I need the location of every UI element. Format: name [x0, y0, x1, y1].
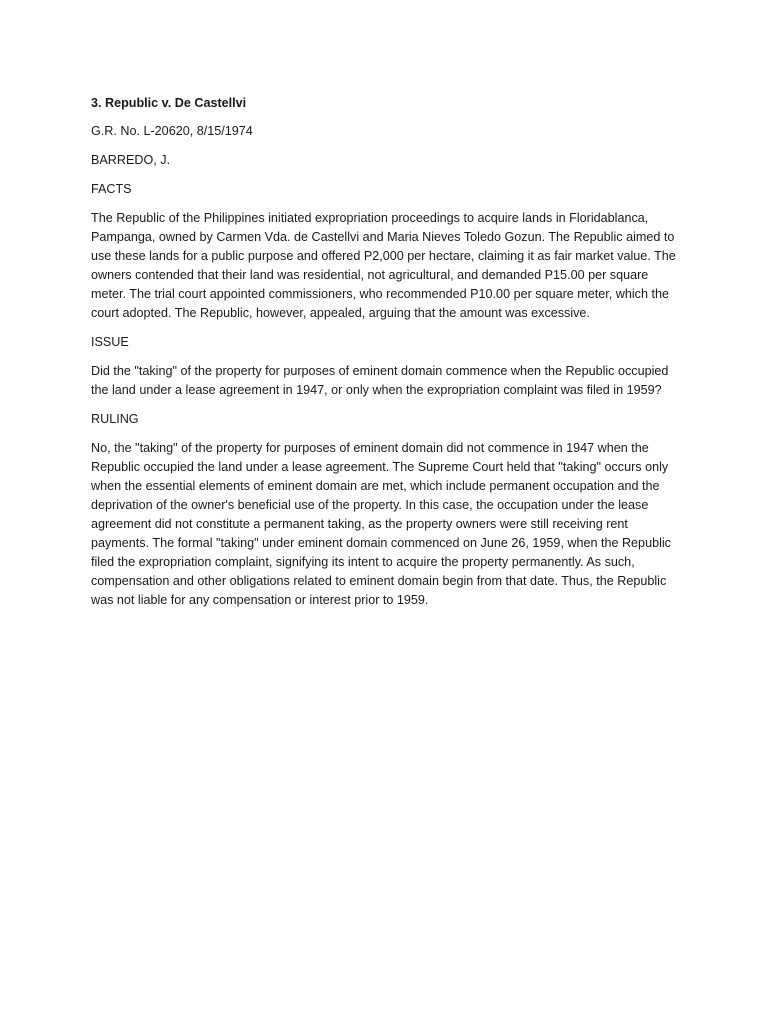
facts-paragraph: The Republic of the Philippines initiated expropriation proceedings to acquire lands in Floridablanca, Pampanga, owned by Carmen Vda. de Castellvi and Maria Nieves Toledo Gozun. The Republic aimed to use these lands for a public purpose and offered P2,000 per hectare, claiming it as fair market value. The owners contended that their land was residential, not agricultural, and demanded P15.00 per square meter. The trial court appointed commissioners, who recommended P10.00 per square meter, which the court adopted. The Republic, however, appealed, arguing that the amount was excessive.: [91, 211, 676, 320]
ruling-heading: RULING: [91, 412, 139, 426]
issue-paragraph: Did the "taking" of the property for purposes of eminent domain commence when the Republic occupied the land under a lease agreement in 1947, or only when the expropriation complaint was filed in 1959?: [91, 364, 669, 397]
case-number: G.R. No. L-20620, 8/15/1974: [91, 124, 253, 138]
facts-heading: FACTS: [91, 182, 132, 196]
ruling-paragraph: No, the "taking" of the property for purposes of eminent domain did not commence in 1947 when the Republic occupied the land under a lease agreement. The Supreme Court held that "taking" occurs only when the essential elements of eminent domain are met, which include permanent occupation and the deprivation of the owner's beneficial use of the property. In this case, the occupation under the lease agreement did not constitute a permanent taking, as the property owners were still receiving rent payments. The formal "taking" under eminent domain commenced on June 26, 1959, when the Republic filed the expropriation complaint, signifying its intent to acquire the property permanently. As such, compensation and other obligations related to eminent domain begin from that date. Thus, the Republic was not liable for any compensation or interest prior to 1959.: [91, 441, 671, 607]
issue-heading: ISSUE: [91, 335, 129, 349]
case-title: 3. Republic v. De Castellvi: [91, 96, 247, 110]
ponente: BARREDO, J.: [91, 153, 171, 167]
